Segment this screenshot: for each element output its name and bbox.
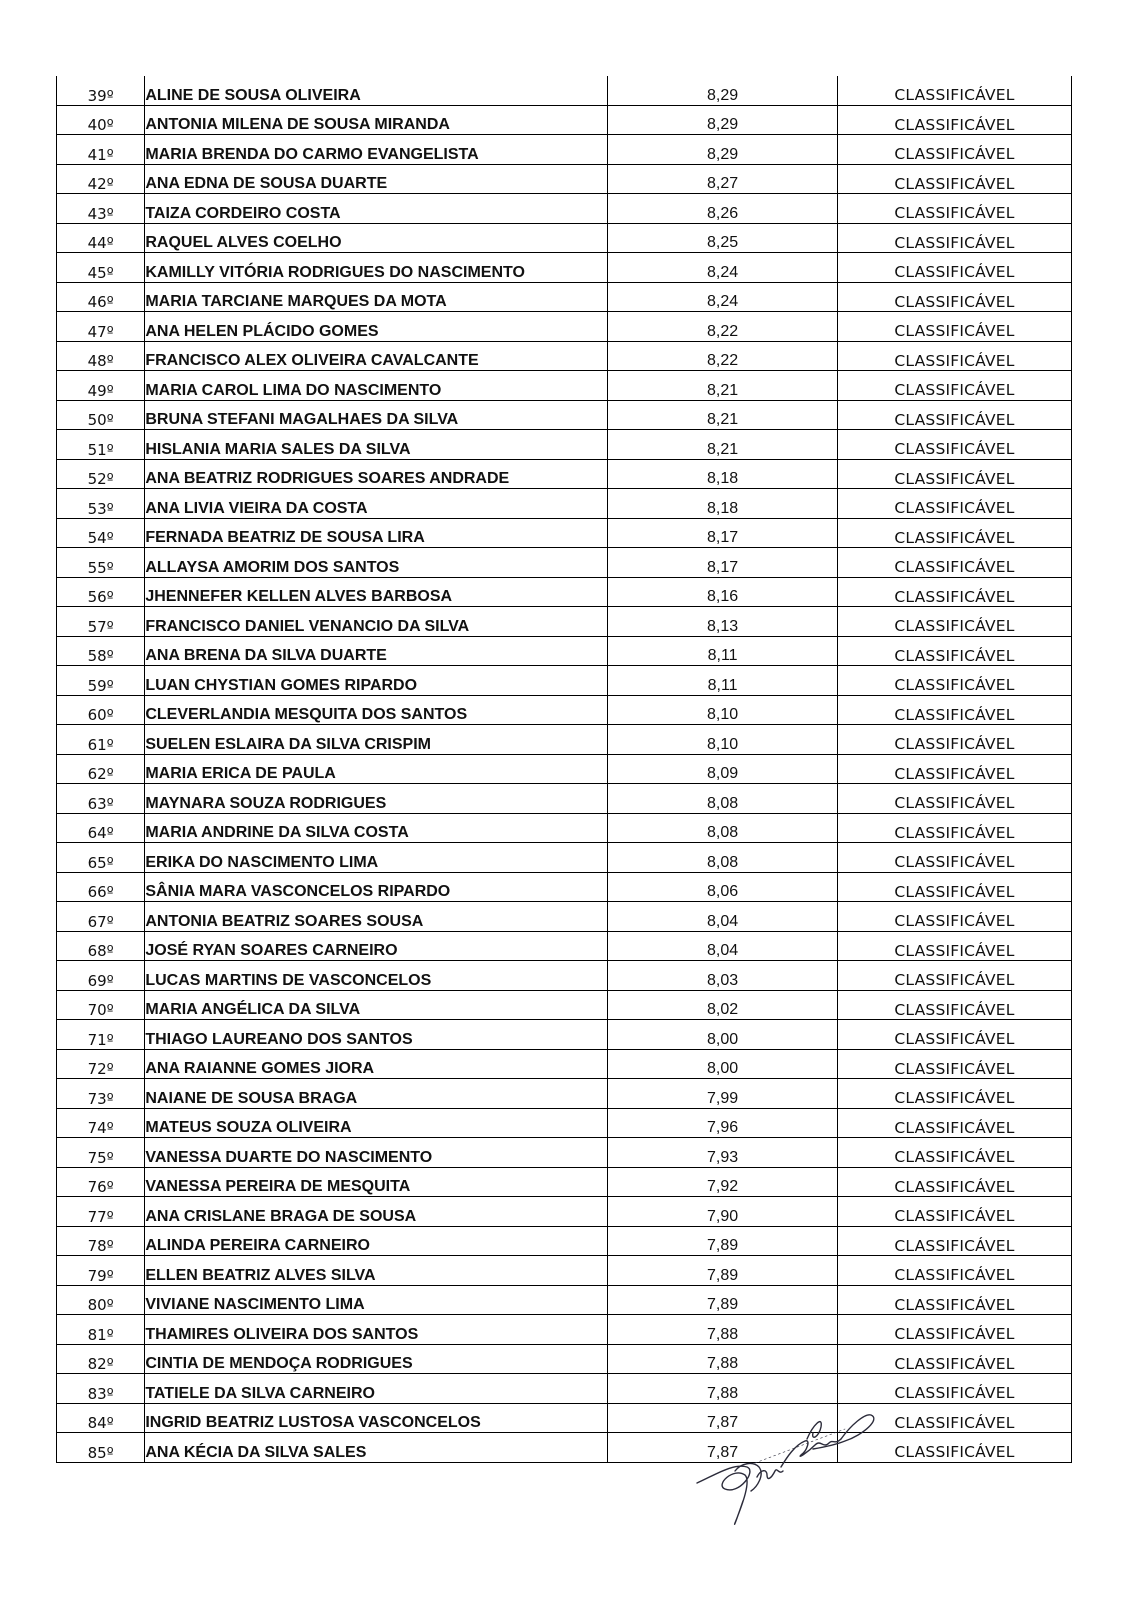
- rank-cell: 69º: [57, 961, 145, 991]
- rank-cell: 57º: [57, 607, 145, 637]
- status-cell: CLASSIFICÁVEL: [838, 1315, 1072, 1345]
- table-row: [57, 1374, 1072, 1404]
- score-cell: 7,93: [608, 1138, 838, 1168]
- table-row: [57, 1167, 1072, 1197]
- table-row: [57, 164, 1072, 194]
- status-cell: CLASSIFICÁVEL: [838, 105, 1072, 135]
- rank-cell: 42º: [57, 164, 145, 194]
- rank-cell: 77º: [57, 1197, 145, 1227]
- table-row: [57, 282, 1072, 312]
- candidate-name-cell: CINTIA DE MENDOÇA RODRIGUES: [145, 1344, 608, 1374]
- rank-cell: 61º: [57, 725, 145, 755]
- score-cell: 7,88: [608, 1315, 838, 1345]
- rank-cell: 49º: [57, 371, 145, 401]
- candidate-name-cell: VANESSA PEREIRA DE MESQUITA: [145, 1167, 608, 1197]
- score-cell: 7,88: [608, 1344, 838, 1374]
- table-row: [57, 1226, 1072, 1256]
- status-cell: CLASSIFICÁVEL: [838, 1403, 1072, 1433]
- score-cell: 8,18: [608, 489, 838, 519]
- rank-cell: 65º: [57, 843, 145, 873]
- status-cell: CLASSIFICÁVEL: [838, 961, 1072, 991]
- table-row: [57, 76, 1072, 105]
- score-cell: 8,22: [608, 312, 838, 342]
- candidate-name-cell: MARIA TARCIANE MARQUES DA MOTA: [145, 282, 608, 312]
- rank-cell: 82º: [57, 1344, 145, 1374]
- status-cell: CLASSIFICÁVEL: [838, 1374, 1072, 1404]
- rank-cell: 45º: [57, 253, 145, 283]
- candidate-name-cell: INGRID BEATRIZ LUSTOSA VASCONCELOS: [145, 1403, 608, 1433]
- rank-cell: 80º: [57, 1285, 145, 1315]
- table-row: [57, 1197, 1072, 1227]
- candidate-name-cell: ANA EDNA DE SOUSA DUARTE: [145, 164, 608, 194]
- status-cell: CLASSIFICÁVEL: [838, 341, 1072, 371]
- table-row: [57, 312, 1072, 342]
- candidate-name-cell: HISLANIA MARIA SALES DA SILVA: [145, 430, 608, 460]
- score-cell: 8,04: [608, 931, 838, 961]
- rank-cell: 72º: [57, 1049, 145, 1079]
- rank-cell: 39º: [57, 76, 145, 105]
- rank-cell: 76º: [57, 1167, 145, 1197]
- rank-cell: 47º: [57, 312, 145, 342]
- candidate-name-cell: MARIA CAROL LIMA DO NASCIMENTO: [145, 371, 608, 401]
- score-cell: 8,08: [608, 843, 838, 873]
- candidate-name-cell: ANTONIA BEATRIZ SOARES SOUSA: [145, 902, 608, 932]
- score-cell: 8,29: [608, 105, 838, 135]
- score-cell: 8,13: [608, 607, 838, 637]
- table-row: [57, 489, 1072, 519]
- score-cell: 8,25: [608, 223, 838, 253]
- score-cell: 8,18: [608, 459, 838, 489]
- candidate-name-cell: NAIANE DE SOUSA BRAGA: [145, 1079, 608, 1109]
- table-row: [57, 754, 1072, 784]
- table-row: [57, 1285, 1072, 1315]
- status-cell: CLASSIFICÁVEL: [838, 164, 1072, 194]
- rank-cell: 63º: [57, 784, 145, 814]
- table-row: [57, 135, 1072, 165]
- status-cell: CLASSIFICÁVEL: [838, 1108, 1072, 1138]
- score-cell: 8,08: [608, 784, 838, 814]
- score-cell: 8,10: [608, 695, 838, 725]
- table-row: [57, 636, 1072, 666]
- score-cell: 8,00: [608, 1049, 838, 1079]
- rank-cell: 79º: [57, 1256, 145, 1286]
- candidate-name-cell: ANTONIA MILENA DE SOUSA MIRANDA: [145, 105, 608, 135]
- rank-cell: 46º: [57, 282, 145, 312]
- table-row: [57, 1344, 1072, 1374]
- candidate-name-cell: ANA CRISLANE BRAGA DE SOUSA: [145, 1197, 608, 1227]
- rank-cell: 53º: [57, 489, 145, 519]
- candidate-name-cell: ANA KÉCIA DA SILVA SALES: [145, 1433, 608, 1463]
- rank-cell: 81º: [57, 1315, 145, 1345]
- rank-cell: 56º: [57, 577, 145, 607]
- status-cell: CLASSIFICÁVEL: [838, 76, 1072, 105]
- score-cell: 8,10: [608, 725, 838, 755]
- rank-cell: 64º: [57, 813, 145, 843]
- rank-cell: 73º: [57, 1079, 145, 1109]
- status-cell: CLASSIFICÁVEL: [838, 1226, 1072, 1256]
- score-cell: 8,29: [608, 135, 838, 165]
- status-cell: CLASSIFICÁVEL: [838, 312, 1072, 342]
- score-cell: 8,02: [608, 990, 838, 1020]
- candidate-name-cell: FRANCISCO ALEX OLIVEIRA CAVALCANTE: [145, 341, 608, 371]
- score-cell: 7,89: [608, 1256, 838, 1286]
- status-cell: CLASSIFICÁVEL: [838, 843, 1072, 873]
- table-row: [57, 548, 1072, 578]
- score-cell: 8,22: [608, 341, 838, 371]
- table-row: [57, 784, 1072, 814]
- score-cell: 7,99: [608, 1079, 838, 1109]
- status-cell: CLASSIFICÁVEL: [838, 666, 1072, 696]
- candidate-name-cell: JOSÉ RYAN SOARES CARNEIRO: [145, 931, 608, 961]
- rank-cell: 85º: [57, 1433, 145, 1463]
- table-row: [57, 400, 1072, 430]
- rank-cell: 58º: [57, 636, 145, 666]
- table-row: [57, 194, 1072, 224]
- candidate-name-cell: LUCAS MARTINS DE VASCONCELOS: [145, 961, 608, 991]
- candidate-name-cell: KAMILLY VITÓRIA RODRIGUES DO NASCIMENTO: [145, 253, 608, 283]
- score-cell: 8,21: [608, 400, 838, 430]
- candidate-name-cell: MARIA ERICA DE PAULA: [145, 754, 608, 784]
- candidate-name-cell: SÂNIA MARA VASCONCELOS RIPARDO: [145, 872, 608, 902]
- score-cell: 8,11: [608, 636, 838, 666]
- status-cell: CLASSIFICÁVEL: [838, 223, 1072, 253]
- rank-cell: 66º: [57, 872, 145, 902]
- status-cell: CLASSIFICÁVEL: [838, 548, 1072, 578]
- status-cell: CLASSIFICÁVEL: [838, 813, 1072, 843]
- table-row: [57, 341, 1072, 371]
- rank-cell: 50º: [57, 400, 145, 430]
- score-cell: 8,21: [608, 430, 838, 460]
- rank-cell: 59º: [57, 666, 145, 696]
- rank-cell: 54º: [57, 518, 145, 548]
- table-row: [57, 607, 1072, 637]
- status-cell: CLASSIFICÁVEL: [838, 1433, 1072, 1463]
- handwritten-signature-icon: [695, 1405, 895, 1535]
- score-cell: 8,27: [608, 164, 838, 194]
- table-row: [57, 872, 1072, 902]
- table-row: [57, 1315, 1072, 1345]
- table-row: [57, 843, 1072, 873]
- status-cell: CLASSIFICÁVEL: [838, 1020, 1072, 1050]
- candidate-name-cell: LUAN CHYSTIAN GOMES RIPARDO: [145, 666, 608, 696]
- rank-cell: 74º: [57, 1108, 145, 1138]
- status-cell: CLASSIFICÁVEL: [838, 489, 1072, 519]
- candidate-name-cell: ANA LIVIA VIEIRA DA COSTA: [145, 489, 608, 519]
- table-row: [57, 223, 1072, 253]
- table-row: [57, 990, 1072, 1020]
- status-cell: CLASSIFICÁVEL: [838, 1167, 1072, 1197]
- score-cell: 8,06: [608, 872, 838, 902]
- score-cell: 7,89: [608, 1226, 838, 1256]
- table-row: [57, 1138, 1072, 1168]
- score-cell: 8,21: [608, 371, 838, 401]
- candidate-name-cell: MARIA BRENDA DO CARMO EVANGELISTA: [145, 135, 608, 165]
- table-row: [57, 1079, 1072, 1109]
- rank-cell: 40º: [57, 105, 145, 135]
- rank-cell: 75º: [57, 1138, 145, 1168]
- status-cell: CLASSIFICÁVEL: [838, 194, 1072, 224]
- score-cell: 7,87: [608, 1433, 838, 1463]
- candidate-name-cell: ANA BRENA DA SILVA DUARTE: [145, 636, 608, 666]
- score-cell: 7,96: [608, 1108, 838, 1138]
- rank-cell: 55º: [57, 548, 145, 578]
- status-cell: CLASSIFICÁVEL: [838, 607, 1072, 637]
- score-cell: 8,17: [608, 518, 838, 548]
- score-cell: 8,03: [608, 961, 838, 991]
- table-row: [57, 1049, 1072, 1079]
- status-cell: CLASSIFICÁVEL: [838, 1049, 1072, 1079]
- status-cell: CLASSIFICÁVEL: [838, 754, 1072, 784]
- rank-cell: 84º: [57, 1403, 145, 1433]
- status-cell: CLASSIFICÁVEL: [838, 430, 1072, 460]
- status-cell: CLASSIFICÁVEL: [838, 1344, 1072, 1374]
- rank-cell: 60º: [57, 695, 145, 725]
- table-row: [57, 666, 1072, 696]
- score-cell: 7,87: [608, 1403, 838, 1433]
- status-cell: CLASSIFICÁVEL: [838, 902, 1072, 932]
- status-cell: CLASSIFICÁVEL: [838, 282, 1072, 312]
- score-cell: 8,11: [608, 666, 838, 696]
- status-cell: CLASSIFICÁVEL: [838, 784, 1072, 814]
- score-cell: 7,90: [608, 1197, 838, 1227]
- candidate-name-cell: RAQUEL ALVES COELHO: [145, 223, 608, 253]
- table-row: [57, 1433, 1072, 1463]
- status-cell: CLASSIFICÁVEL: [838, 872, 1072, 902]
- table-row: [57, 459, 1072, 489]
- table-row: [57, 1108, 1072, 1138]
- rank-cell: 71º: [57, 1020, 145, 1050]
- candidate-name-cell: ANA BEATRIZ RODRIGUES SOARES ANDRADE: [145, 459, 608, 489]
- candidate-name-cell: VIVIANE NASCIMENTO LIMA: [145, 1285, 608, 1315]
- candidate-name-cell: ANA RAIANNE GOMES JIORA: [145, 1049, 608, 1079]
- rank-cell: 43º: [57, 194, 145, 224]
- score-cell: 8,17: [608, 548, 838, 578]
- candidate-name-cell: FERNADA BEATRIZ DE SOUSA LIRA: [145, 518, 608, 548]
- results-table-body: [57, 76, 1072, 1462]
- score-cell: 8,00: [608, 1020, 838, 1050]
- rank-cell: 83º: [57, 1374, 145, 1404]
- score-cell: 8,04: [608, 902, 838, 932]
- candidate-name-cell: THIAGO LAUREANO DOS SANTOS: [145, 1020, 608, 1050]
- table-row: [57, 813, 1072, 843]
- score-cell: 8,29: [608, 76, 838, 105]
- candidate-name-cell: THAMIRES OLIVEIRA DOS SANTOS: [145, 1315, 608, 1345]
- candidate-name-cell: ALINDA PEREIRA CARNEIRO: [145, 1226, 608, 1256]
- status-cell: CLASSIFICÁVEL: [838, 135, 1072, 165]
- table-row: [57, 1256, 1072, 1286]
- table-row: [57, 1020, 1072, 1050]
- status-cell: CLASSIFICÁVEL: [838, 459, 1072, 489]
- table-row: [57, 430, 1072, 460]
- table-row: [57, 725, 1072, 755]
- score-cell: 8,09: [608, 754, 838, 784]
- score-cell: 8,24: [608, 282, 838, 312]
- rank-cell: 70º: [57, 990, 145, 1020]
- rank-cell: 68º: [57, 931, 145, 961]
- candidate-name-cell: TATIELE DA SILVA CARNEIRO: [145, 1374, 608, 1404]
- rank-cell: 41º: [57, 135, 145, 165]
- candidate-name-cell: ALINE DE SOUSA OLIVEIRA: [145, 76, 608, 105]
- status-cell: CLASSIFICÁVEL: [838, 1256, 1072, 1286]
- table-row: [57, 902, 1072, 932]
- table-row: [57, 931, 1072, 961]
- candidate-name-cell: TAIZA CORDEIRO COSTA: [145, 194, 608, 224]
- rank-cell: 52º: [57, 459, 145, 489]
- rank-cell: 67º: [57, 902, 145, 932]
- status-cell: CLASSIFICÁVEL: [838, 695, 1072, 725]
- table-row: [57, 961, 1072, 991]
- score-cell: 8,16: [608, 577, 838, 607]
- table-row: [57, 695, 1072, 725]
- score-cell: 8,26: [608, 194, 838, 224]
- candidate-name-cell: MAYNARA SOUZA RODRIGUES: [145, 784, 608, 814]
- candidate-name-cell: CLEVERLANDIA MESQUITA DOS SANTOS: [145, 695, 608, 725]
- status-cell: CLASSIFICÁVEL: [838, 990, 1072, 1020]
- score-cell: 8,24: [608, 253, 838, 283]
- rank-cell: 78º: [57, 1226, 145, 1256]
- status-cell: CLASSIFICÁVEL: [838, 1138, 1072, 1168]
- status-cell: CLASSIFICÁVEL: [838, 1079, 1072, 1109]
- table-row: [57, 518, 1072, 548]
- results-table: [56, 76, 1072, 1463]
- candidate-name-cell: SUELEN ESLAIRA DA SILVA CRISPIM: [145, 725, 608, 755]
- candidate-name-cell: BRUNA STEFANI MAGALHAES DA SILVA: [145, 400, 608, 430]
- status-cell: CLASSIFICÁVEL: [838, 1285, 1072, 1315]
- table-row: [57, 371, 1072, 401]
- candidate-name-cell: MARIA ANDRINE DA SILVA COSTA: [145, 813, 608, 843]
- candidate-name-cell: FRANCISCO DANIEL VENANCIO DA SILVA: [145, 607, 608, 637]
- status-cell: CLASSIFICÁVEL: [838, 636, 1072, 666]
- status-cell: CLASSIFICÁVEL: [838, 253, 1072, 283]
- score-cell: 8,08: [608, 813, 838, 843]
- candidate-name-cell: JHENNEFER KELLEN ALVES BARBOSA: [145, 577, 608, 607]
- rank-cell: 51º: [57, 430, 145, 460]
- rank-cell: 62º: [57, 754, 145, 784]
- status-cell: CLASSIFICÁVEL: [838, 400, 1072, 430]
- status-cell: CLASSIFICÁVEL: [838, 577, 1072, 607]
- candidate-name-cell: ALLAYSA AMORIM DOS SANTOS: [145, 548, 608, 578]
- table-row: [57, 253, 1072, 283]
- candidate-name-cell: ANA HELEN PLÁCIDO GOMES: [145, 312, 608, 342]
- candidate-name-cell: ELLEN BEATRIZ ALVES SILVA: [145, 1256, 608, 1286]
- status-cell: CLASSIFICÁVEL: [838, 371, 1072, 401]
- table-row: [57, 1403, 1072, 1433]
- candidate-name-cell: MATEUS SOUZA OLIVEIRA: [145, 1108, 608, 1138]
- score-cell: 7,89: [608, 1285, 838, 1315]
- score-cell: 7,92: [608, 1167, 838, 1197]
- status-cell: CLASSIFICÁVEL: [838, 1197, 1072, 1227]
- status-cell: CLASSIFICÁVEL: [838, 518, 1072, 548]
- status-cell: CLASSIFICÁVEL: [838, 725, 1072, 755]
- rank-cell: 44º: [57, 223, 145, 253]
- score-cell: 7,88: [608, 1374, 838, 1404]
- candidate-name-cell: VANESSA DUARTE DO NASCIMENTO: [145, 1138, 608, 1168]
- status-cell: CLASSIFICÁVEL: [838, 931, 1072, 961]
- table-row: [57, 577, 1072, 607]
- rank-cell: 48º: [57, 341, 145, 371]
- candidate-name-cell: ERIKA DO NASCIMENTO LIMA: [145, 843, 608, 873]
- table-row: [57, 105, 1072, 135]
- candidate-name-cell: MARIA ANGÉLICA DA SILVA: [145, 990, 608, 1020]
